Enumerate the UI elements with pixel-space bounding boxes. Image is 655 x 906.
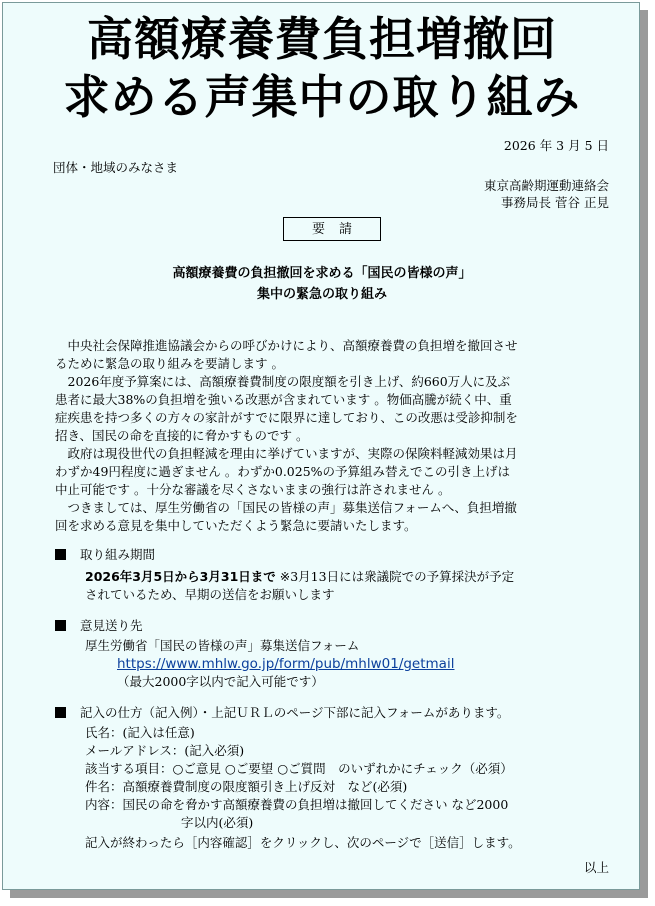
section-howto	[55, 704, 521, 852]
body-line: 中止可能です 。十分な審議を尽くさないままの強行は許されません 。	[55, 482, 451, 497]
body-line: 政府は現役世代の負担軽減を理由に挙げていますが、実際の保険料軽減効果は月	[55, 446, 518, 461]
bullet-square-icon	[55, 620, 66, 631]
destination-heading: 意見送り先	[80, 618, 143, 633]
section-period	[55, 546, 514, 604]
destination-form: 厚生労働省「国民の皆様の声」募集送信フォーム	[85, 638, 360, 653]
howto-category: 該当する項目：○ご意見 ○ご要望 ○ご質問 のいずれかにチェック（必須）	[85, 761, 513, 776]
period-note-1: ※3月13日には衆議院での予算採決が予定	[275, 569, 515, 584]
body-line: 患者に最大38%の負担増を強いる改悪が含まれています 。物価高騰が続く中、重	[55, 392, 512, 407]
period-note-2: されているため、早期の送信をお願いします	[85, 587, 335, 602]
period-heading: 取り組み期間	[80, 547, 156, 562]
howto-subject: 件名：高額療養費制度の限度額引き上げ反対 など(必須)	[85, 779, 408, 794]
howto-finish: 記入が終わったら［内容確認］をクリックし、次のページで［送信］します。	[85, 835, 521, 850]
document-date: 2026 年 3 月 5 日	[503, 138, 609, 153]
period-dates: 2026年3月5日から3月31日まで	[85, 569, 276, 584]
destination-limit: （最大2000字以内で記入可能です）	[117, 674, 324, 689]
howto-heading: 記入の仕方（記入例）・上記ＵＲＬのページ下部に記入フォームがあります。	[80, 705, 510, 720]
howto-email: メールアドレス：(記入必須)	[85, 743, 245, 758]
howto-name: 氏名：(記入は任意)	[85, 725, 195, 740]
sender-org: 東京高齢期運動連絡会	[483, 178, 609, 193]
body-text	[55, 337, 615, 535]
subtitle-line-2: 集中の緊急の取り組み	[256, 287, 387, 302]
destination-url-link[interactable]: https://www.mhlw.go.jp/form/pub/mhlw01/getmail	[117, 656, 455, 672]
sender-block	[484, 177, 609, 211]
body-line: 招き、国民の命を直接的に脅かすものです 。	[55, 428, 309, 443]
body-line: るために緊急の取り組みを要請します 。	[55, 356, 284, 371]
howto-content-2: 字以内(必須)	[181, 815, 254, 830]
body-line: 2026年度予算案には、高額療養費制度の限度額を引き上げ、約660万人に及ぶ	[55, 374, 511, 389]
document-page	[2, 2, 640, 890]
body-line: 症疾患を持つ多くの方々の家計がすでに限界に達しており、この改悪は受診抑制を	[55, 410, 518, 425]
body-line: 中央社会保障推進協議会からの呼びかけにより、高額療養費の負担増を撤回させ	[55, 338, 518, 353]
section-destination	[55, 617, 454, 691]
bullet-square-icon	[55, 549, 66, 560]
sender-person: 事務局長 菅谷 正見	[501, 195, 609, 210]
howto-content-1: 内容：国民の命を脅かす高額療養費の負担増は撤回してください など2000	[85, 797, 509, 812]
bullet-square-icon	[55, 707, 66, 718]
closing-mark: 以上	[583, 860, 609, 875]
request-label-box: 要請	[283, 217, 381, 241]
body-line: わずか49円程度に過ぎません 。わずか0.025%の予算組み替えでこの引き上げは	[55, 464, 511, 479]
headline-line-1: 高額療養費負担増撤回	[87, 12, 557, 66]
body-line: つきましては、厚生労働省の「国民の皆様の声」募集送信フォームへ、負担増撤	[55, 500, 517, 515]
headline-line-2: 求める声集中の取り組み	[63, 70, 581, 124]
body-line: 回を求める意見を集中していただくよう緊急に要請いたします。	[55, 518, 417, 533]
subtitle-line-1: 高額療養費の負担撤回を求める「国民の皆様の声」	[172, 266, 472, 281]
addressee: 団体・地域のみなさま	[53, 160, 179, 175]
